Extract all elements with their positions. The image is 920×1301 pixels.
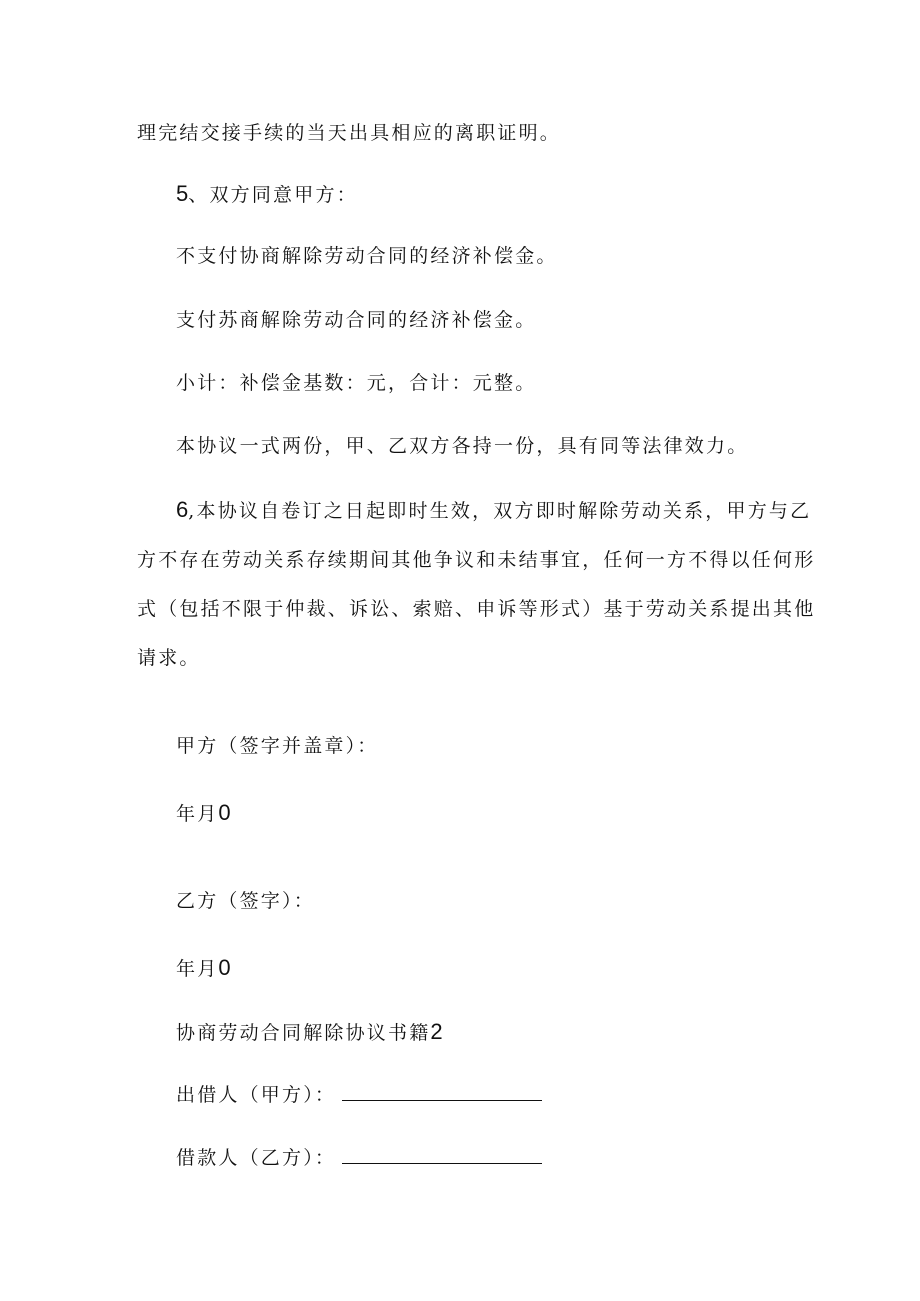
party-a-date-digit: 0 xyxy=(218,800,231,825)
party-b-date xyxy=(176,956,231,981)
next-document-title-number: 2 xyxy=(430,1019,443,1044)
clause-5-number: 5 xyxy=(176,181,189,206)
borrower-line xyxy=(176,1145,542,1170)
clause-6-line-2: 方不存在劳动关系存续期间其他争议和未结事宜，任何一方不得以任何形 xyxy=(137,549,816,571)
clause-6-line-3: 式（包括不限于仲裁、诉讼、索赔、申诉等形式）基于劳动关系提出其他 xyxy=(137,598,816,620)
clause-6-number: 6 xyxy=(176,497,189,522)
clause-6-line-4: 请求。 xyxy=(137,647,201,669)
lender-line xyxy=(176,1082,542,1107)
borrower-label: 借款人（乙方）： xyxy=(176,1147,337,1169)
clause-5-option-pay: 支付苏商解除劳动合同的经济补偿金。 xyxy=(176,309,537,331)
party-a-date-text: 年月 xyxy=(176,803,219,825)
party-a-signature-label: 甲方（签字并盖章）： xyxy=(176,735,379,757)
party-b-date-text: 年月 xyxy=(176,958,219,980)
clause-5-heading-text: 、双方同意甲方： xyxy=(188,184,358,206)
lender-blank-line xyxy=(342,1082,542,1101)
clause-5-heading xyxy=(176,182,358,207)
next-document-title xyxy=(176,1020,443,1045)
clause-6-line-1 xyxy=(176,498,811,523)
clause-5-copies: 本协议一式两份，甲、乙双方各持一份，具有同等法律效力。 xyxy=(176,435,749,457)
lender-label: 出借人（甲方）： xyxy=(176,1084,337,1106)
clause-6-line-1-text: ,本协议自卷订之日起即时生效，双方即时解除劳动关系，甲方与乙 xyxy=(188,500,812,522)
party-a-date xyxy=(176,801,231,826)
continuation-text: 理完结交接手续的当天出具相应的离职证明。 xyxy=(137,122,562,144)
borrower-blank-line xyxy=(342,1145,542,1164)
party-b-signature-label: 乙方（签字）： xyxy=(176,890,315,912)
party-b-date-digit: 0 xyxy=(218,955,231,980)
clause-5-subtotal: 小计：补偿金基数：元，合计：元整。 xyxy=(176,372,537,394)
clause-5-option-no-pay: 不支付协商解除劳动合同的经济补偿金。 xyxy=(176,245,558,267)
next-document-title-text: 协商劳动合同解除协议书籍 xyxy=(176,1022,431,1044)
